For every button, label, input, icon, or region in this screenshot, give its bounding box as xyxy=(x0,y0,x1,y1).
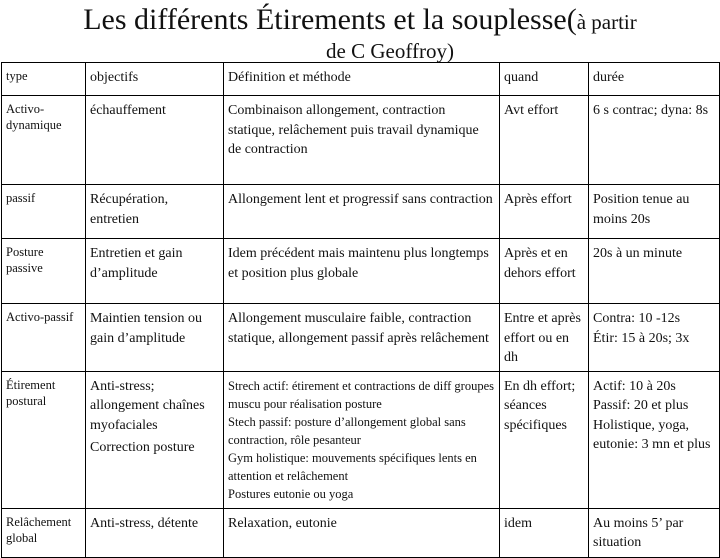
cell-quand: Après effort xyxy=(500,185,589,239)
cell-quand: idem xyxy=(500,508,589,557)
page-subtitle: de C Geoffroy) xyxy=(326,39,454,63)
cell-definition: Allongement lent et progressif sans contraction xyxy=(224,185,500,239)
cell-duree: Position tenue au moins 20s xyxy=(589,185,720,239)
cell-objectifs: Anti-stress, détente xyxy=(86,508,224,557)
header-duree: durée xyxy=(589,63,720,96)
title-suffix: à partir xyxy=(576,10,637,34)
cell-quand: Avt effort xyxy=(500,96,589,185)
cell-objectifs: Récupération, entretien xyxy=(86,185,224,239)
table-row xyxy=(2,239,720,304)
cell-objectifs: échauffement xyxy=(86,96,224,185)
table-row xyxy=(2,185,720,239)
cell-definition: Allongement musculaire faible, contraction statique, allongement passif après relâchement xyxy=(224,304,500,372)
cell-quand: En dh effort; séances spécifiques xyxy=(500,371,589,508)
cell-definition xyxy=(224,371,500,508)
cell-duree xyxy=(589,371,720,508)
objectif-line: Anti-stress; allongement chaînes myofaciales xyxy=(90,378,205,433)
cell-type: passif xyxy=(2,185,86,239)
duree-line: Passif: 20 et plus xyxy=(593,398,689,413)
table-row xyxy=(2,371,720,508)
duree-line: Holistique, yoga, eutonie: 3 mn et plus xyxy=(593,417,711,452)
cell-objectifs xyxy=(86,371,224,508)
definition-line: Gym holistique: mouvements spécifiques lents en attention et relâchement xyxy=(228,450,477,483)
duree-line: Actif: 10 à 20s xyxy=(593,378,676,394)
cell-definition: Relaxation, eutonie xyxy=(224,508,500,557)
cell-duree: 6 s contrac; dyna: 8s xyxy=(589,96,720,185)
duree-line: Contra: 10 -12s xyxy=(593,311,681,326)
header-type: type xyxy=(2,63,86,96)
duree-line: Étir: 15 à 20s; 3x xyxy=(593,330,690,346)
cell-type: Activo-passif xyxy=(2,304,86,372)
table-row xyxy=(2,304,720,372)
table-header-row xyxy=(2,63,720,96)
cell-definition: Idem précédent mais maintenu plus longtemps et position plus globale xyxy=(224,239,500,304)
stretching-table xyxy=(1,62,720,558)
cell-definition: Combinaison allongement, contraction statique, relâchement puis travail dynamique de contraction xyxy=(224,96,500,185)
header-definition: Définition et méthode xyxy=(224,63,500,96)
objectif-line: Correction posture xyxy=(90,440,195,455)
cell-quand: Après et en dehors effort xyxy=(500,239,589,304)
header-objectifs: objectifs xyxy=(86,63,224,96)
definition-line: Stech passif: posture d’allongement global sans contraction, rôle pesanteur xyxy=(228,414,466,447)
cell-duree: 20s à un minute xyxy=(589,239,720,304)
page-title xyxy=(0,2,720,40)
definition-line: Postures eutonie ou yoga xyxy=(228,486,354,501)
title-main: Les différents Étirements et la souplesse( xyxy=(83,3,577,36)
table-row xyxy=(2,96,720,185)
cell-duree xyxy=(589,304,720,372)
header-quand: quand xyxy=(500,63,589,96)
cell-type: Activo-dynamique xyxy=(2,96,86,185)
cell-objectifs: Entretien et gain d’amplitude xyxy=(86,239,224,304)
definition-line: Strech actif: étirement et contractions de diff groupes muscu pour réalisation posture xyxy=(228,378,494,411)
cell-type: Étirement postural xyxy=(2,371,86,508)
table-row xyxy=(2,508,720,557)
cell-type: Posture passive xyxy=(2,239,86,304)
cell-objectifs: Maintien tension ou gain d’amplitude xyxy=(86,304,224,372)
cell-duree: Au moins 5’ par situation xyxy=(589,508,720,557)
cell-quand: Entre et après effort ou en dh xyxy=(500,304,589,372)
cell-type: Relâchement global xyxy=(2,508,86,557)
